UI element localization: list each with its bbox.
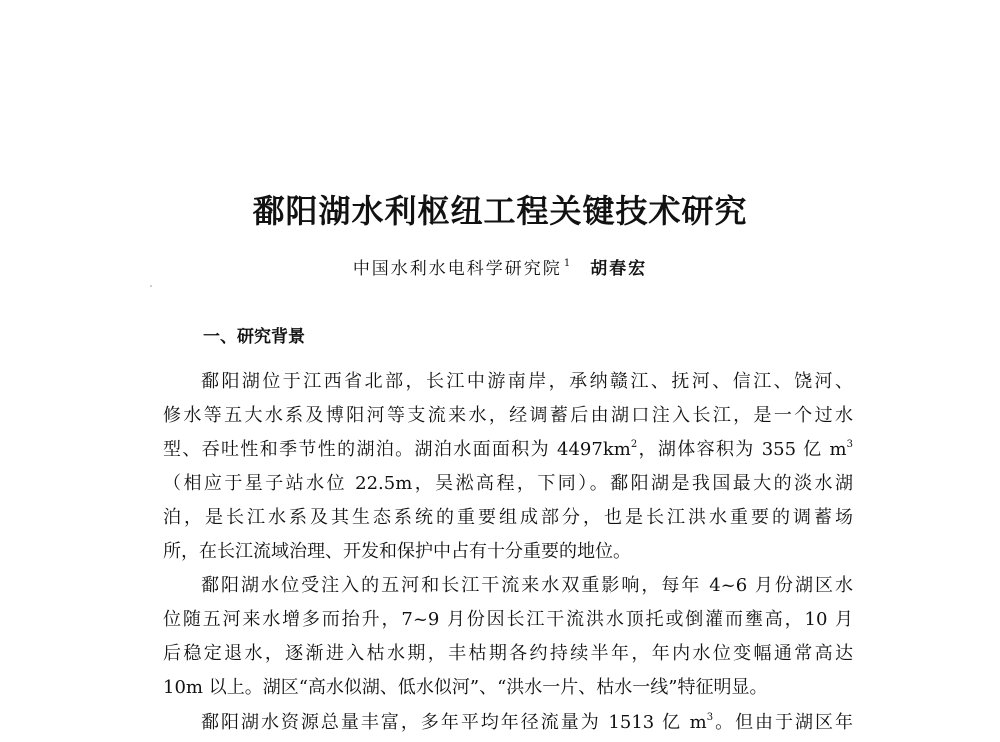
superscript: 3 [706,712,714,723]
page-title: 鄱阳湖水利枢纽工程关键技术研究 [252,192,748,230]
superscript: 2 [630,439,638,450]
paragraph-line: 位随五河来水增多而抬升，7~9 月份因长江干流洪水顶托或倒灌而壅高，10 月 [163,609,853,630]
superscript: 3 [846,439,853,450]
paragraph-line: （相应于星子站水位 22.5m，吴淞高程，下同）。鄱阳湖是我国最大的淡水湖 [163,473,853,494]
paragraph-line: 修水等五大水系及博阳河等支流来水，经调蓄后由湖口注入长江，是一个过水 [163,405,853,426]
paragraph-line: 10m 以上。湖区“高水似湖、低水似河”、“洪水一片、枯水一线”特征明显。 [163,677,768,698]
text-segment: ，湖体容积为 355 亿 m [637,439,847,460]
paragraph-line: 鄱阳湖水位受注入的五河和长江干流来水双重影响，每年 4~6 月份湖区水 [201,575,853,596]
text-segment: 鄱阳湖水资源总量丰富，多年平均年径流量为 1513 亿 m [201,712,707,733]
affiliation: 中国水利水电科学研究院 [352,259,562,279]
paragraph-line: 后稳定退水，逐渐进入枯水期，丰枯期各约持续半年，年内水位变幅通常高达 [163,643,853,664]
byline [0,254,1000,279]
scan-speck [150,285,152,287]
section-heading: 一、研究背景 [203,327,305,347]
paragraph-line [163,433,853,467]
paragraph-line: 所，在长江流域治理、开发和保护中占有十分重要的地位。 [163,541,631,562]
text-segment: 。但由于湖区年 [713,712,853,733]
paragraph-line [201,706,853,740]
affiliation-marker: 1 [563,258,571,269]
author-name: 胡春宏 [590,259,648,279]
paragraph-line: 鄱阳湖位于江西省北部，长江中游南岸，承纳赣江、抚河、信江、饶河、 [201,371,853,392]
text-segment: 型、吞吐性和季节性的湖泊。湖泊水面面积为 4497km [163,439,631,460]
paragraph-line: 泊，是长江水系及其生态系统的重要组成部分，也是长江洪水重要的调蓄场 [163,507,853,528]
